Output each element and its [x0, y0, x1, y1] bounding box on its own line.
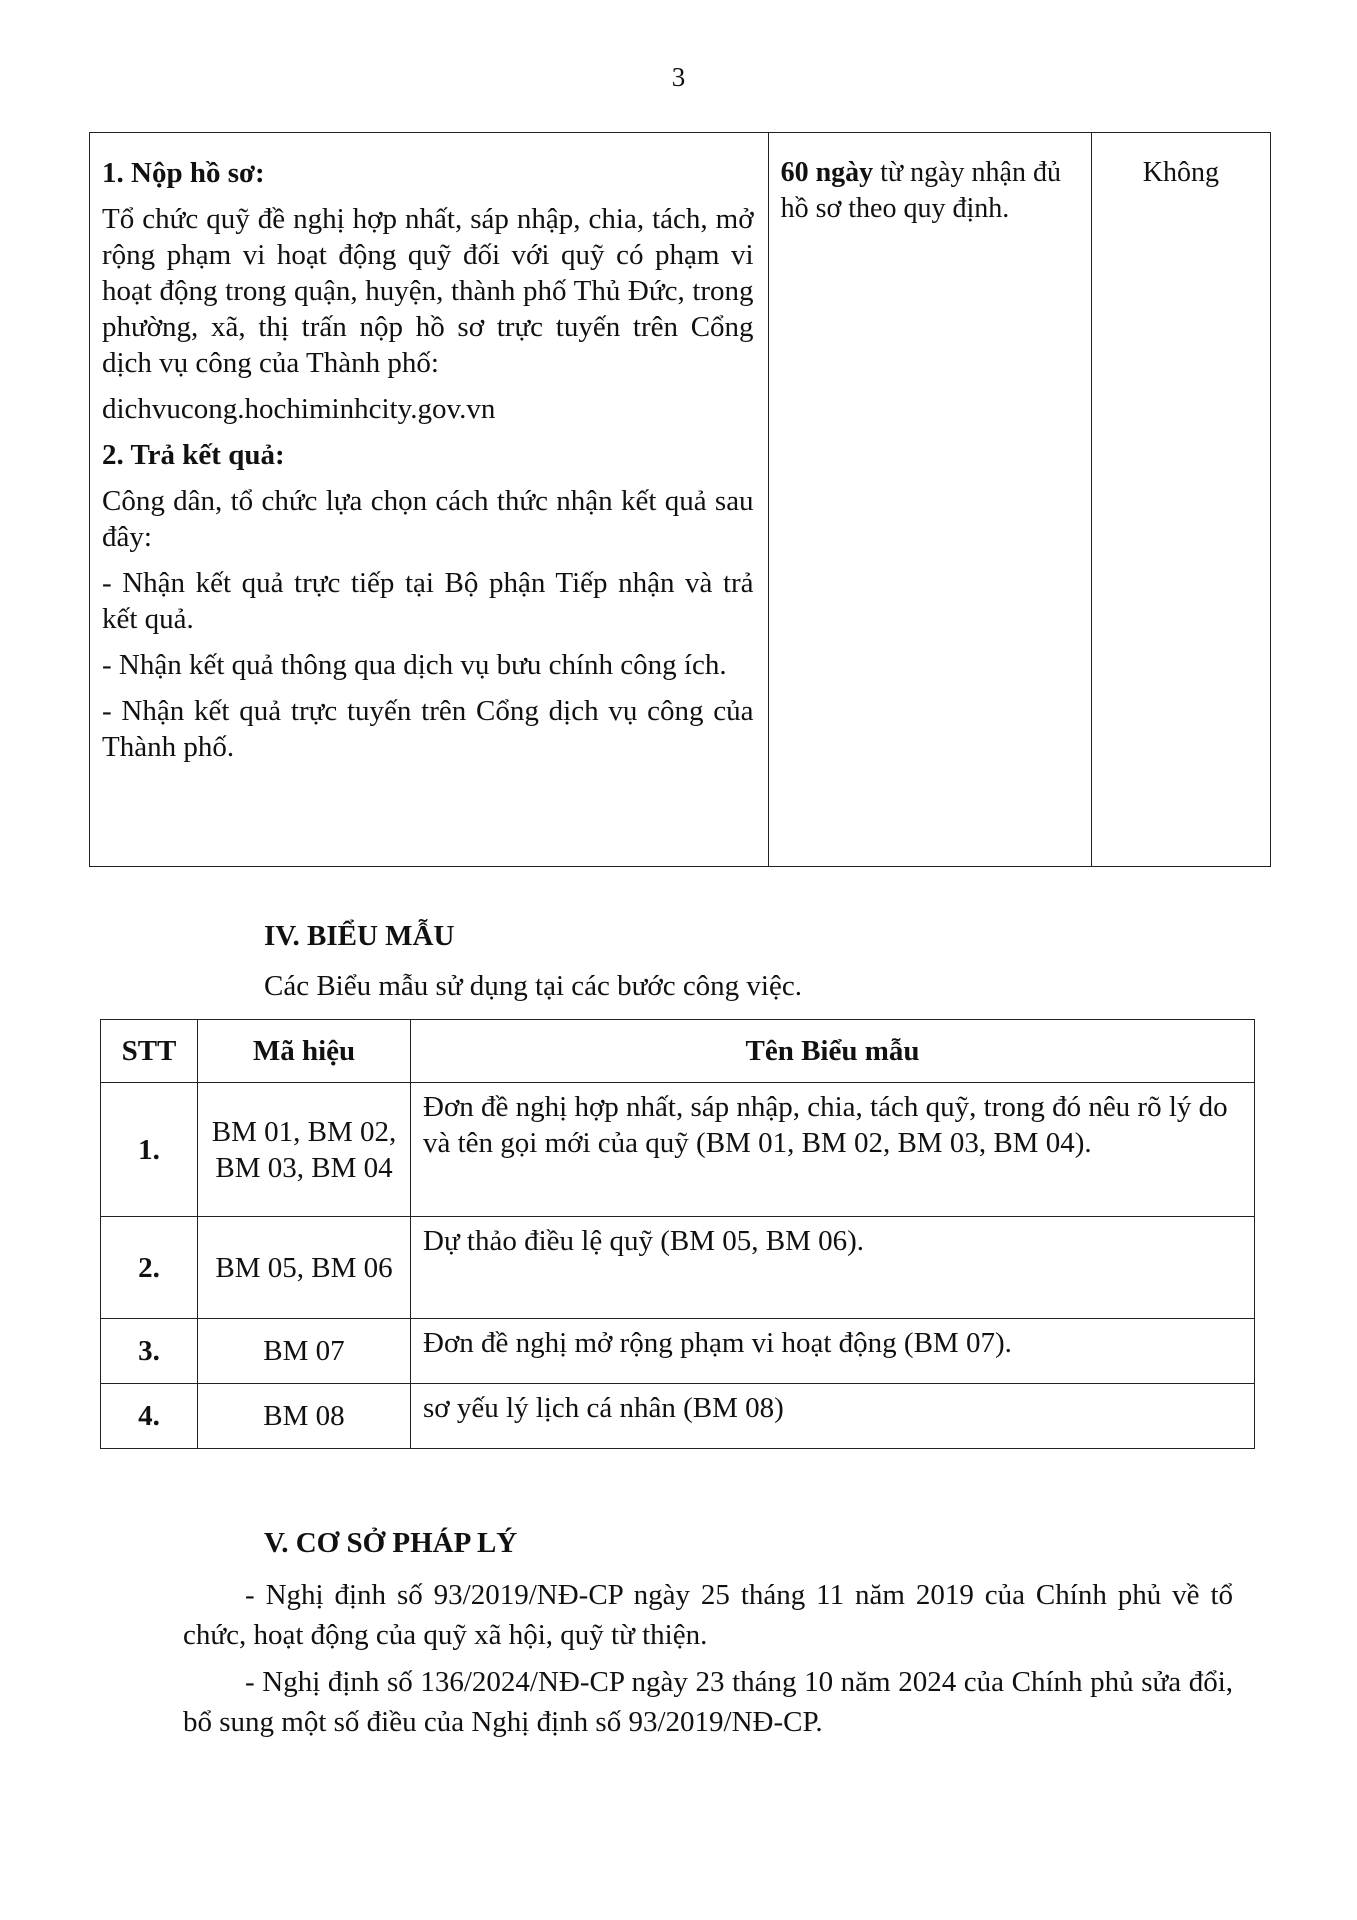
table-row — [101, 1319, 1255, 1384]
step1-heading: 1. Nộp hồ sơ: — [102, 157, 265, 189]
row-form-name: Đơn đề nghị hợp nhất, sáp nhập, chia, tách quỹ, trong đó nêu rõ lý do và tên gọi mới của quỹ (BM 01, BM 02, BM 03, BM 04). — [411, 1083, 1255, 1217]
row-stt: 2. — [101, 1217, 198, 1319]
column-header-name: Tên Biểu mẫu — [411, 1020, 1255, 1083]
row-form-name: sơ yếu lý lịch cá nhân (BM 08) — [411, 1384, 1255, 1449]
section4-subtitle: Các Biểu mẫu sử dụng tại các bước công việc. — [264, 970, 802, 1002]
table-row — [101, 1217, 1255, 1319]
row-stt: 4. — [101, 1384, 198, 1449]
processing-time-text: từ ngày nhận đủ hồ sơ theo quy định. — [780, 157, 1061, 224]
procedure-steps-cell — [90, 133, 769, 867]
page-number: 3 — [671, 62, 686, 92]
legal-basis-item-1: - Nghị định số 93/2019/NĐ-CP ngày 25 tháng 11 năm 2019 của Chính phủ về tổ chức, hoạt động của quỹ xã hội, quỹ từ thiện. — [183, 1579, 1233, 1651]
row-code: BM 07 — [198, 1319, 411, 1384]
table-row — [101, 1083, 1255, 1217]
column-header-stt: STT — [101, 1020, 198, 1083]
row-code: BM 05, BM 06 — [198, 1217, 411, 1319]
step2-heading: 2. Trả kết quả: — [102, 439, 285, 471]
step1-text: Tổ chức quỹ đề nghị hợp nhất, sáp nhập, chia, tách, mở rộng phạm vi hoạt động quỹ đối với quỹ có phạm vi hoạt động trong quận, huyện, thành phố Thủ Đức, trong phường, xã, thị trấn nộp hồ sơ trực tuyến trên Cổng dịch vụ công của Thành phố: — [102, 203, 754, 379]
processing-time-cell — [768, 133, 1091, 867]
row-form-name: Đơn đề nghị mở rộng phạm vi hoạt động (BM 07). — [411, 1319, 1255, 1384]
legal-basis-item-2: - Nghị định số 136/2024/NĐ-CP ngày 23 tháng 10 năm 2024 của Chính phủ sửa đổi, bổ sung một số điều của Nghị định số 93/2019/NĐ-CP. — [183, 1666, 1233, 1738]
step2-option-3: - Nhận kết quả trực tuyến trên Cổng dịch vụ công của Thành phố. — [102, 695, 754, 763]
row-stt: 3. — [101, 1319, 198, 1384]
row-code: BM 01, BM 02, BM 03, BM 04 — [198, 1083, 411, 1217]
procedure-table — [89, 132, 1271, 867]
step2-intro: Công dân, tổ chức lựa chọn cách thức nhận kết quả sau đây: — [102, 485, 754, 553]
fee-value: Không — [1142, 157, 1220, 188]
section4-title: IV. BIỂU MẪU — [264, 920, 455, 952]
step2-option-2: - Nhận kết quả thông qua dịch vụ bưu chính công ích. — [102, 649, 727, 681]
step1-url: dichvucong.hochiminhcity.gov.vn — [102, 393, 496, 425]
row-code: BM 08 — [198, 1384, 411, 1449]
step2-option-1: - Nhận kết quả trực tiếp tại Bộ phận Tiếp nhận và trả kết quả. — [102, 567, 754, 635]
section5-title: V. CƠ SỞ PHÁP LÝ — [264, 1527, 518, 1559]
forms-table-header — [101, 1020, 1255, 1083]
processing-time-value: 60 ngày — [780, 157, 874, 188]
row-form-name: Dự thảo điều lệ quỹ (BM 05, BM 06). — [411, 1217, 1255, 1319]
table-row — [101, 1384, 1255, 1449]
forms-table — [100, 1019, 1255, 1449]
column-header-code: Mã hiệu — [198, 1020, 411, 1083]
row-stt: 1. — [101, 1083, 198, 1217]
fee-cell — [1091, 133, 1270, 867]
